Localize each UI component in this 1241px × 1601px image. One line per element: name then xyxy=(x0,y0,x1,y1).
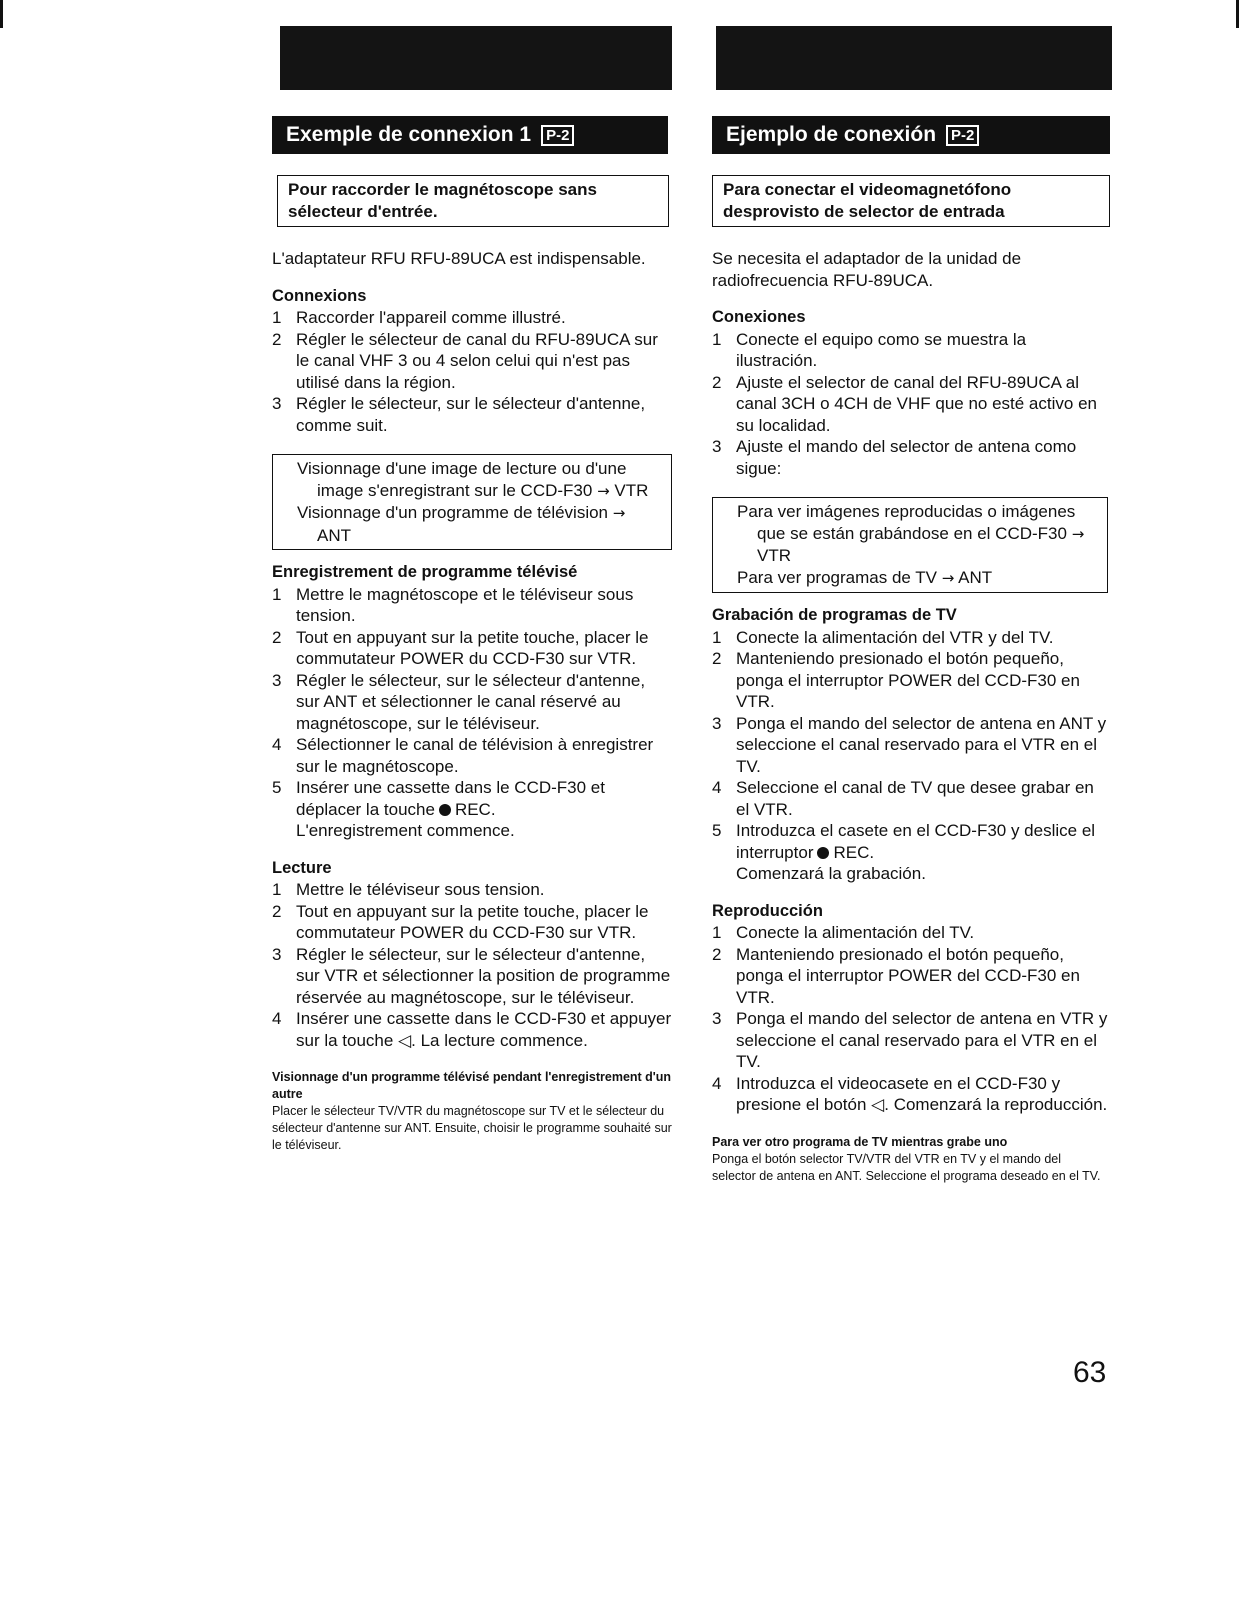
list-item: 1 Conecte la alimentación del TV. xyxy=(712,923,975,942)
intro-text: L'adaptateur RFU RFU-89UCA est indispensable. xyxy=(272,249,646,268)
arrow-icon: → xyxy=(612,504,626,522)
conexiones-heading: Conexiones xyxy=(712,308,806,326)
list-item: 3 Régler le sélecteur, sur le sélecteur d'antenne, comme suit. xyxy=(272,394,646,435)
antenna-setting-frame: Visionnage d'une image de lecture ou d'une image s'enregistrant sur le CCD-F30 → VTR Visionnage d'un programme de télévision → ANT xyxy=(272,454,672,550)
list-item: 2 Manteniendo presionado el botón pequeño, ponga el interruptor POWER del CCD-F30 en VTR. xyxy=(712,944,1080,1007)
figure-tag: P-2 xyxy=(541,125,574,146)
list-item: 1 Raccorder l'appareil comme illustré. xyxy=(272,308,566,327)
section-title-bar xyxy=(272,116,668,154)
list-item: 2 Tout en appuyant sur la petite touche, placer le commutateur POWER du CCD-F30 sur VTR. xyxy=(272,901,649,942)
boxed-subtitle: Para conectar el videomagnetófono desprovisto de selector de entrada xyxy=(712,175,1110,227)
page-number: 63 xyxy=(1073,1356,1107,1389)
black-header-band xyxy=(280,26,672,90)
connexions-list xyxy=(272,307,672,436)
conexiones-list xyxy=(712,329,1108,480)
frame-line-1: Para ver imágenes reproducidas o imágenes que se están grabándose en el CCD-F30 xyxy=(737,502,1076,543)
frame-line-2: Visionnage d'un programme de télévision xyxy=(297,503,609,522)
list-item: 5 Insérer une cassette dans le CCD-F30 et déplacer la touche REC. L'enregistrement commence. xyxy=(272,778,605,840)
record-dot-icon xyxy=(817,847,829,859)
playback-heading: Reproducción xyxy=(712,901,823,920)
left-edge-mark xyxy=(0,0,3,28)
list-item: 2 Manteniendo presionado el botón pequeño, ponga el interruptor POWER del CCD-F30 en VTR. xyxy=(712,649,1080,711)
list-item: 3 Régler le sélecteur, sur le sélecteur d'antenne, sur ANT et sélectionner le canal réservé au magnétoscope, sur le téléviseur. xyxy=(272,670,646,733)
list-item: 1 Mettre le magnétoscope et le téléviseur sous tension. xyxy=(272,584,634,625)
french-body xyxy=(272,248,672,1154)
frame-line-1: Visionnage d'une image de lecture ou d'une image s'enregistrant sur le CCD-F30 xyxy=(297,459,627,500)
playback-heading: Lecture xyxy=(272,858,332,877)
connexions-heading: Connexions xyxy=(272,286,367,305)
spanish-body xyxy=(712,248,1108,1185)
list-item: 3 Ajuste el mando del selector de antena como sigue: xyxy=(712,437,1077,478)
antenna-setting-frame: Para ver imágenes reproducidas o imágenes que se están grabándose en el CCD-F30 → VTR Para ver programas de TV → ANT xyxy=(712,497,1108,593)
recording-heading: Grabación de programas de TV xyxy=(712,606,957,624)
list-item: 4 Introduzca el videocasete en el CCD-F30 y presione el botón ◁. Comenzará la reproducción. xyxy=(712,1073,1108,1114)
arrow-icon: → xyxy=(1071,524,1085,543)
list-item: 3 Ponga el mando del selector de antena en ANT y seleccione el canal reservado para el VTR en el TV. xyxy=(712,713,1107,776)
section-title: Ejemplo de conexión xyxy=(726,123,937,146)
list-item: 4 Seleccione el canal de TV que desee grabar en el VTR. xyxy=(712,778,1094,819)
record-dot-icon xyxy=(439,804,451,816)
list-item: 1 Conecte la alimentación del VTR y del TV. xyxy=(712,627,1054,647)
list-item: 2 Tout en appuyant sur la petite touche, placer le commutateur POWER du CCD-F30 sur VTR. xyxy=(272,627,649,668)
list-item: 1 Mettre le téléviseur sous tension. xyxy=(272,880,545,899)
playback-list xyxy=(712,922,1108,1116)
recording-list xyxy=(272,584,672,842)
list-item: 5 Introduzca el casete en el CCD-F30 y deslice el interruptor REC. Comenzará la grabación. xyxy=(712,821,1096,883)
right-edge-mark xyxy=(1236,0,1239,28)
list-item: 4 Sélectionner le canal de télévision à enregistrer sur le magnétoscope. xyxy=(272,735,654,776)
list-item: 4 Insérer une cassette dans le CCD-F30 et appuyer sur la touche ◁. La lecture commence. xyxy=(272,1009,672,1050)
figure-tag: P-2 xyxy=(946,125,979,146)
note-title: Para ver otro programa de TV mientras grabe uno xyxy=(712,1134,1008,1149)
frame-line-2: Para ver programas de TV xyxy=(737,567,937,587)
list-item: 2 Ajuste el selector de canal del RFU-89UCA al canal 3CH o 4CH de VHF que no esté activo en su localidad. xyxy=(712,372,1097,435)
playback-list xyxy=(272,879,672,1051)
play-triangle-icon: ◁ xyxy=(871,1095,885,1114)
note-body: Placer le sélecteur TV/VTR du magnétoscope sur TV et le sélecteur du sélecteur d'antenne sur ANT. Ensuite, choisir le programme souhaité sur le téléviseur. xyxy=(272,1104,672,1152)
section-title: Exemple de connexion 1 xyxy=(286,123,532,146)
list-item: 2 Régler le sélecteur de canal du RFU-89UCA sur le canal VHF 3 ou 4 selon celui qui n'est pas utilisé dans la région. xyxy=(272,329,658,392)
arrow-icon: → xyxy=(597,481,610,500)
play-triangle-icon: ◁ xyxy=(398,1030,412,1050)
intro-text: Se necesita el adaptador de la unidad de radiofrecuencia RFU-89UCA. xyxy=(712,249,1022,290)
boxed-subtitle: Pour raccorder le magnétoscope sans sélecteur d'entrée. xyxy=(277,175,669,227)
recording-list xyxy=(712,627,1108,885)
list-item: 1 Conecte el equipo como se muestra la ilustración. xyxy=(712,329,1027,370)
recording-heading: Enregistrement de programme télévisé xyxy=(272,563,578,581)
section-title-bar xyxy=(712,116,1110,154)
list-item: 3 Ponga el mando del selector de antena en VTR y seleccione el canal reservado para el VTR en el TV. xyxy=(712,1009,1108,1071)
list-item: 3 Régler le sélecteur, sur le sélecteur d'antenne, sur VTR et sélectionner la position de programme réservée au magnétoscope, sur le téléviseur. xyxy=(272,944,671,1007)
note-body: Ponga el botón selector TV/VTR del VTR en TV y el mando del selector de antena en ANT. Seleccione el programa deseado en el TV. xyxy=(712,1151,1101,1183)
note-title: Visionnage d'un programme télévisé pendant l'enregistrement d'un autre xyxy=(272,1070,672,1101)
black-header-band xyxy=(716,26,1112,90)
arrow-icon: → xyxy=(941,568,955,587)
